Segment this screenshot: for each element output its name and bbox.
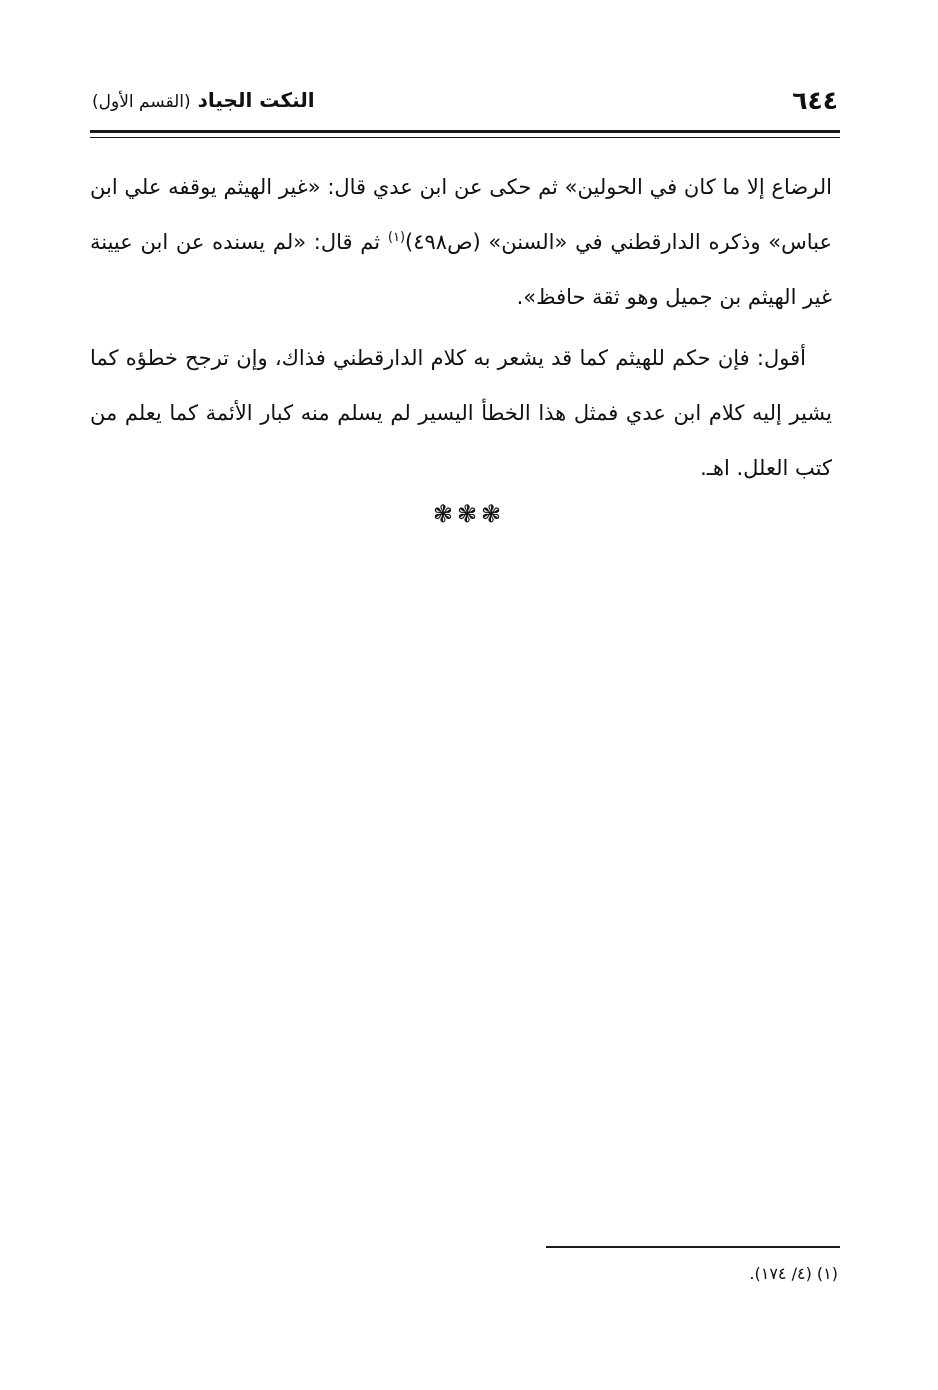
main-text bbox=[90, 160, 832, 496]
footnote: (١) (٤/ ١٧٤). bbox=[749, 1264, 838, 1283]
running-title bbox=[92, 88, 315, 112]
section-separator: ❃❃❃ bbox=[432, 500, 506, 528]
footnote-rule bbox=[546, 1246, 840, 1248]
paragraph-1-text-cont: ثم قال: «لم يسنده عن ابن عيينة غير الهيثم بن جميل وهو ثقة حافظ». bbox=[90, 230, 832, 309]
paragraph-1 bbox=[90, 160, 832, 325]
footnote-reference: (١) bbox=[387, 230, 406, 245]
header-rule-thin bbox=[90, 137, 840, 138]
section-label: (القسم الأول) bbox=[92, 92, 191, 112]
paragraph-2 bbox=[90, 331, 832, 496]
page-number: ٦٤٤ bbox=[792, 86, 838, 115]
book-title: النكت الجياد bbox=[197, 88, 315, 112]
paragraph-2-text: أقول: فإن حكم للهيثم كما قد يشعر به كلام الدارقطني فذاك، وإن ترجح خطؤه كما يشير إليه كلام ابن عدي فمثل هذا الخطأ اليسير لم يسلم منه كبار الأئمة كما يعلم من كتب العلل. اهـ. bbox=[90, 346, 832, 480]
paragraph-1-text: الرضاع إلا ما كان في الحولين» ثم حكى عن ابن عدي قال: «غير الهيثم يوقفه علي ابن عباس» وذكره الدارقطني في «السنن» (ص٤٩٨) bbox=[90, 175, 832, 254]
header-rule-thick bbox=[90, 130, 840, 133]
running-header bbox=[90, 86, 840, 126]
